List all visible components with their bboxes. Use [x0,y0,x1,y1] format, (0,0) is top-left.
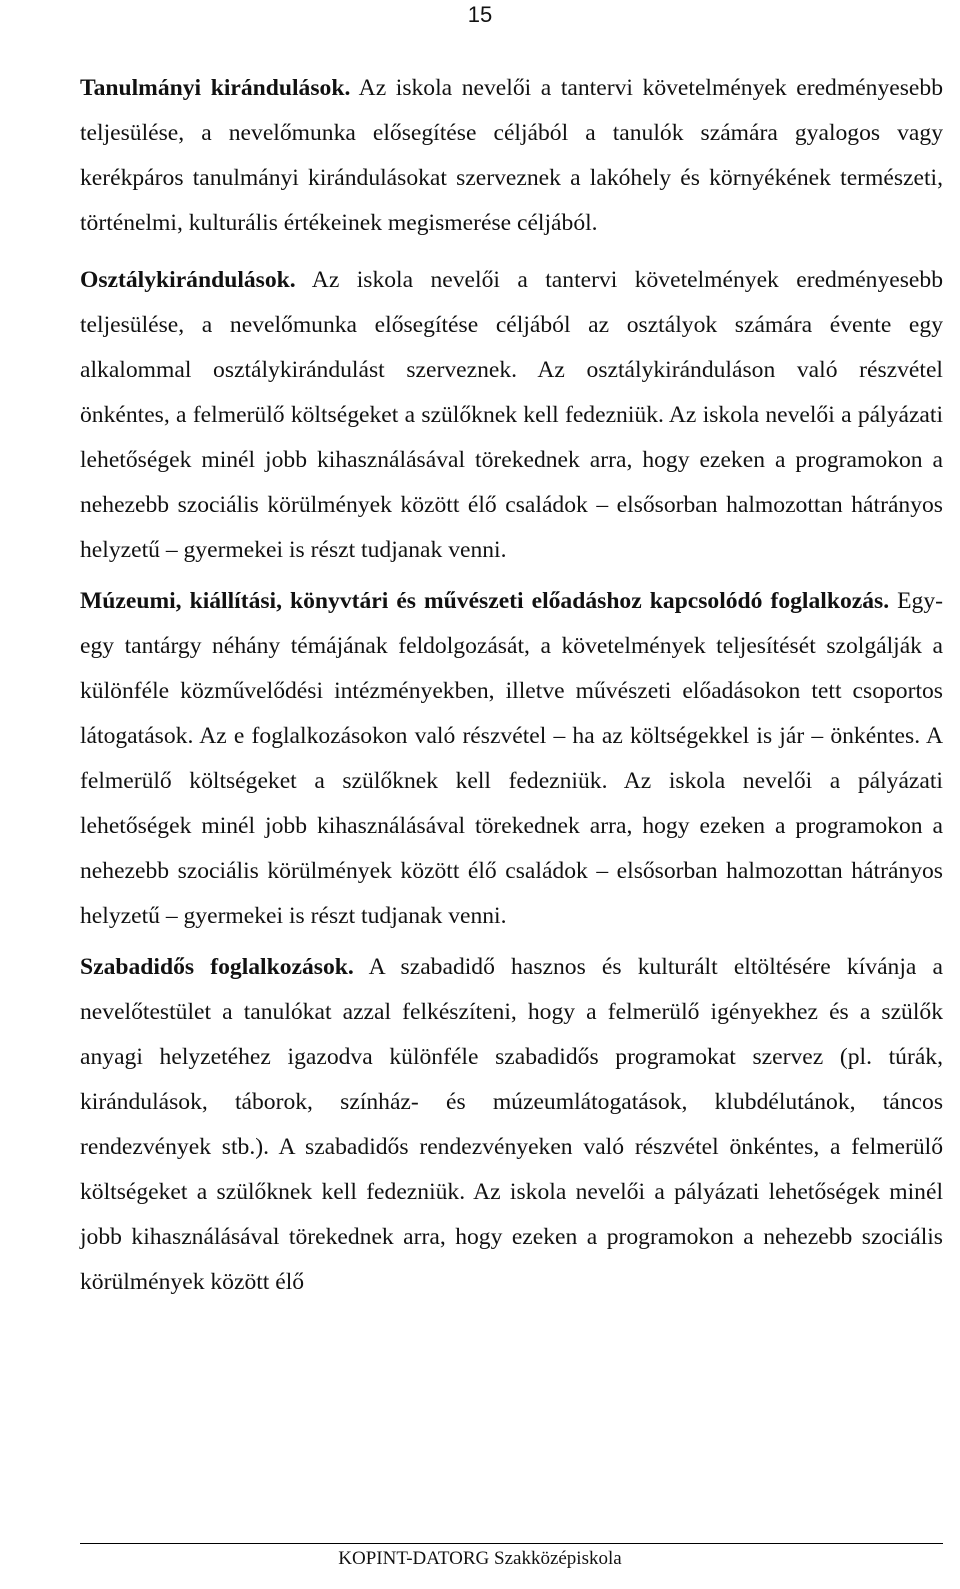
section-heading: Múzeumi, kiállítási, könyvtári és művészeti előadáshoz kapcsolódó foglalkozás. [80,588,890,614]
section-text: Az iskola nevelői a tantervi követelmények eredményesebb teljesülése, a nevelőmunka elősegítése céljából a tanulók számára gyalogos vagy kerékpáros tanulmányi kirándulásokat szerveznek a lakóhely és környékének természeti, történelmi, kulturális értékeinek megismerése céljából. [80,75,943,236]
section-heading: Szabadidős foglalkozások. [80,954,354,980]
section-heading: Tanulmányi kirándulások. [80,75,351,101]
section-tanulmanyi-kirandulasok [80,66,943,246]
section-text: Az iskola nevelői a tantervi követelmények eredményesebb teljesülése, a nevelőmunka elősegítése céljából az osztályok számára évente egy alkalommal osztálykirándulást szerveznek. Az osztálykiránduláson való részvétel önkéntes, a felmerülő költségeket a szülőknek kell fedezniük. Az iskola nevelői a pályázati lehetőségek minél jobb kihasználásával törekednek arra, hogy ezeken a programokon a nehezebb szociális körülmények között élő családok – elsősorban halmozottan hátrányos helyzetű – gyermekei is részt tudjanak venni. [80,267,943,563]
page-number: 15 [467,2,493,27]
page-footer: KOPINT-DATORG Szakközépiskola [338,1548,622,1569]
section-szabadidos-foglalkozasok [80,945,943,1305]
section-osztalykirandulasok [80,258,943,573]
section-heading: Osztálykirándulások. [80,267,296,293]
document-body [80,66,943,1317]
section-text: A szabadidő hasznos és kulturált eltöltésére kívánja a nevelőtestület a tanulókat azzal felkészíteni, hogy a felmerülő igényekhez és a szülők anyagi helyzetéhez igazodva különféle szabadidős programokat szervez (pl. túrák, kirándulások, táborok, színház- és múzeumlátogatások, klubdélutánok, táncos rendezvények stb.). A szabadidős rendezvényeken való részvétel önkéntes, a felmerülő költségeket a szülőknek kell fedezniük. Az iskola nevelői a pályázati lehetőségek minél jobb kihasználásával törekednek arra, hogy ezeken a programokon a nehezebb szociális körülmények között élő [80,954,943,1295]
section-muzeumi-foglalkozas [80,579,943,939]
footer-divider [80,1543,943,1544]
section-text: Egy-egy tantárgy néhány témájának feldolgozását, a követelmények teljesítését szolgálják a különféle közművelődési intézményekben, illetve művészeti előadásokon tett csoportos látogatások. Az e foglalkozásokon való részvétel – ha az költségekkel is jár – önkéntes. A felmerülő költségeket a szülőknek kell fedezniük. Az iskola nevelői a pályázati lehetőségek minél jobb kihasználásával törekednek arra, hogy ezeken a programokon a nehezebb szociális körülmények között élő családok – elsősorban halmozottan hátrányos helyzetű – gyermekei is részt tudjanak venni. [80,588,943,929]
